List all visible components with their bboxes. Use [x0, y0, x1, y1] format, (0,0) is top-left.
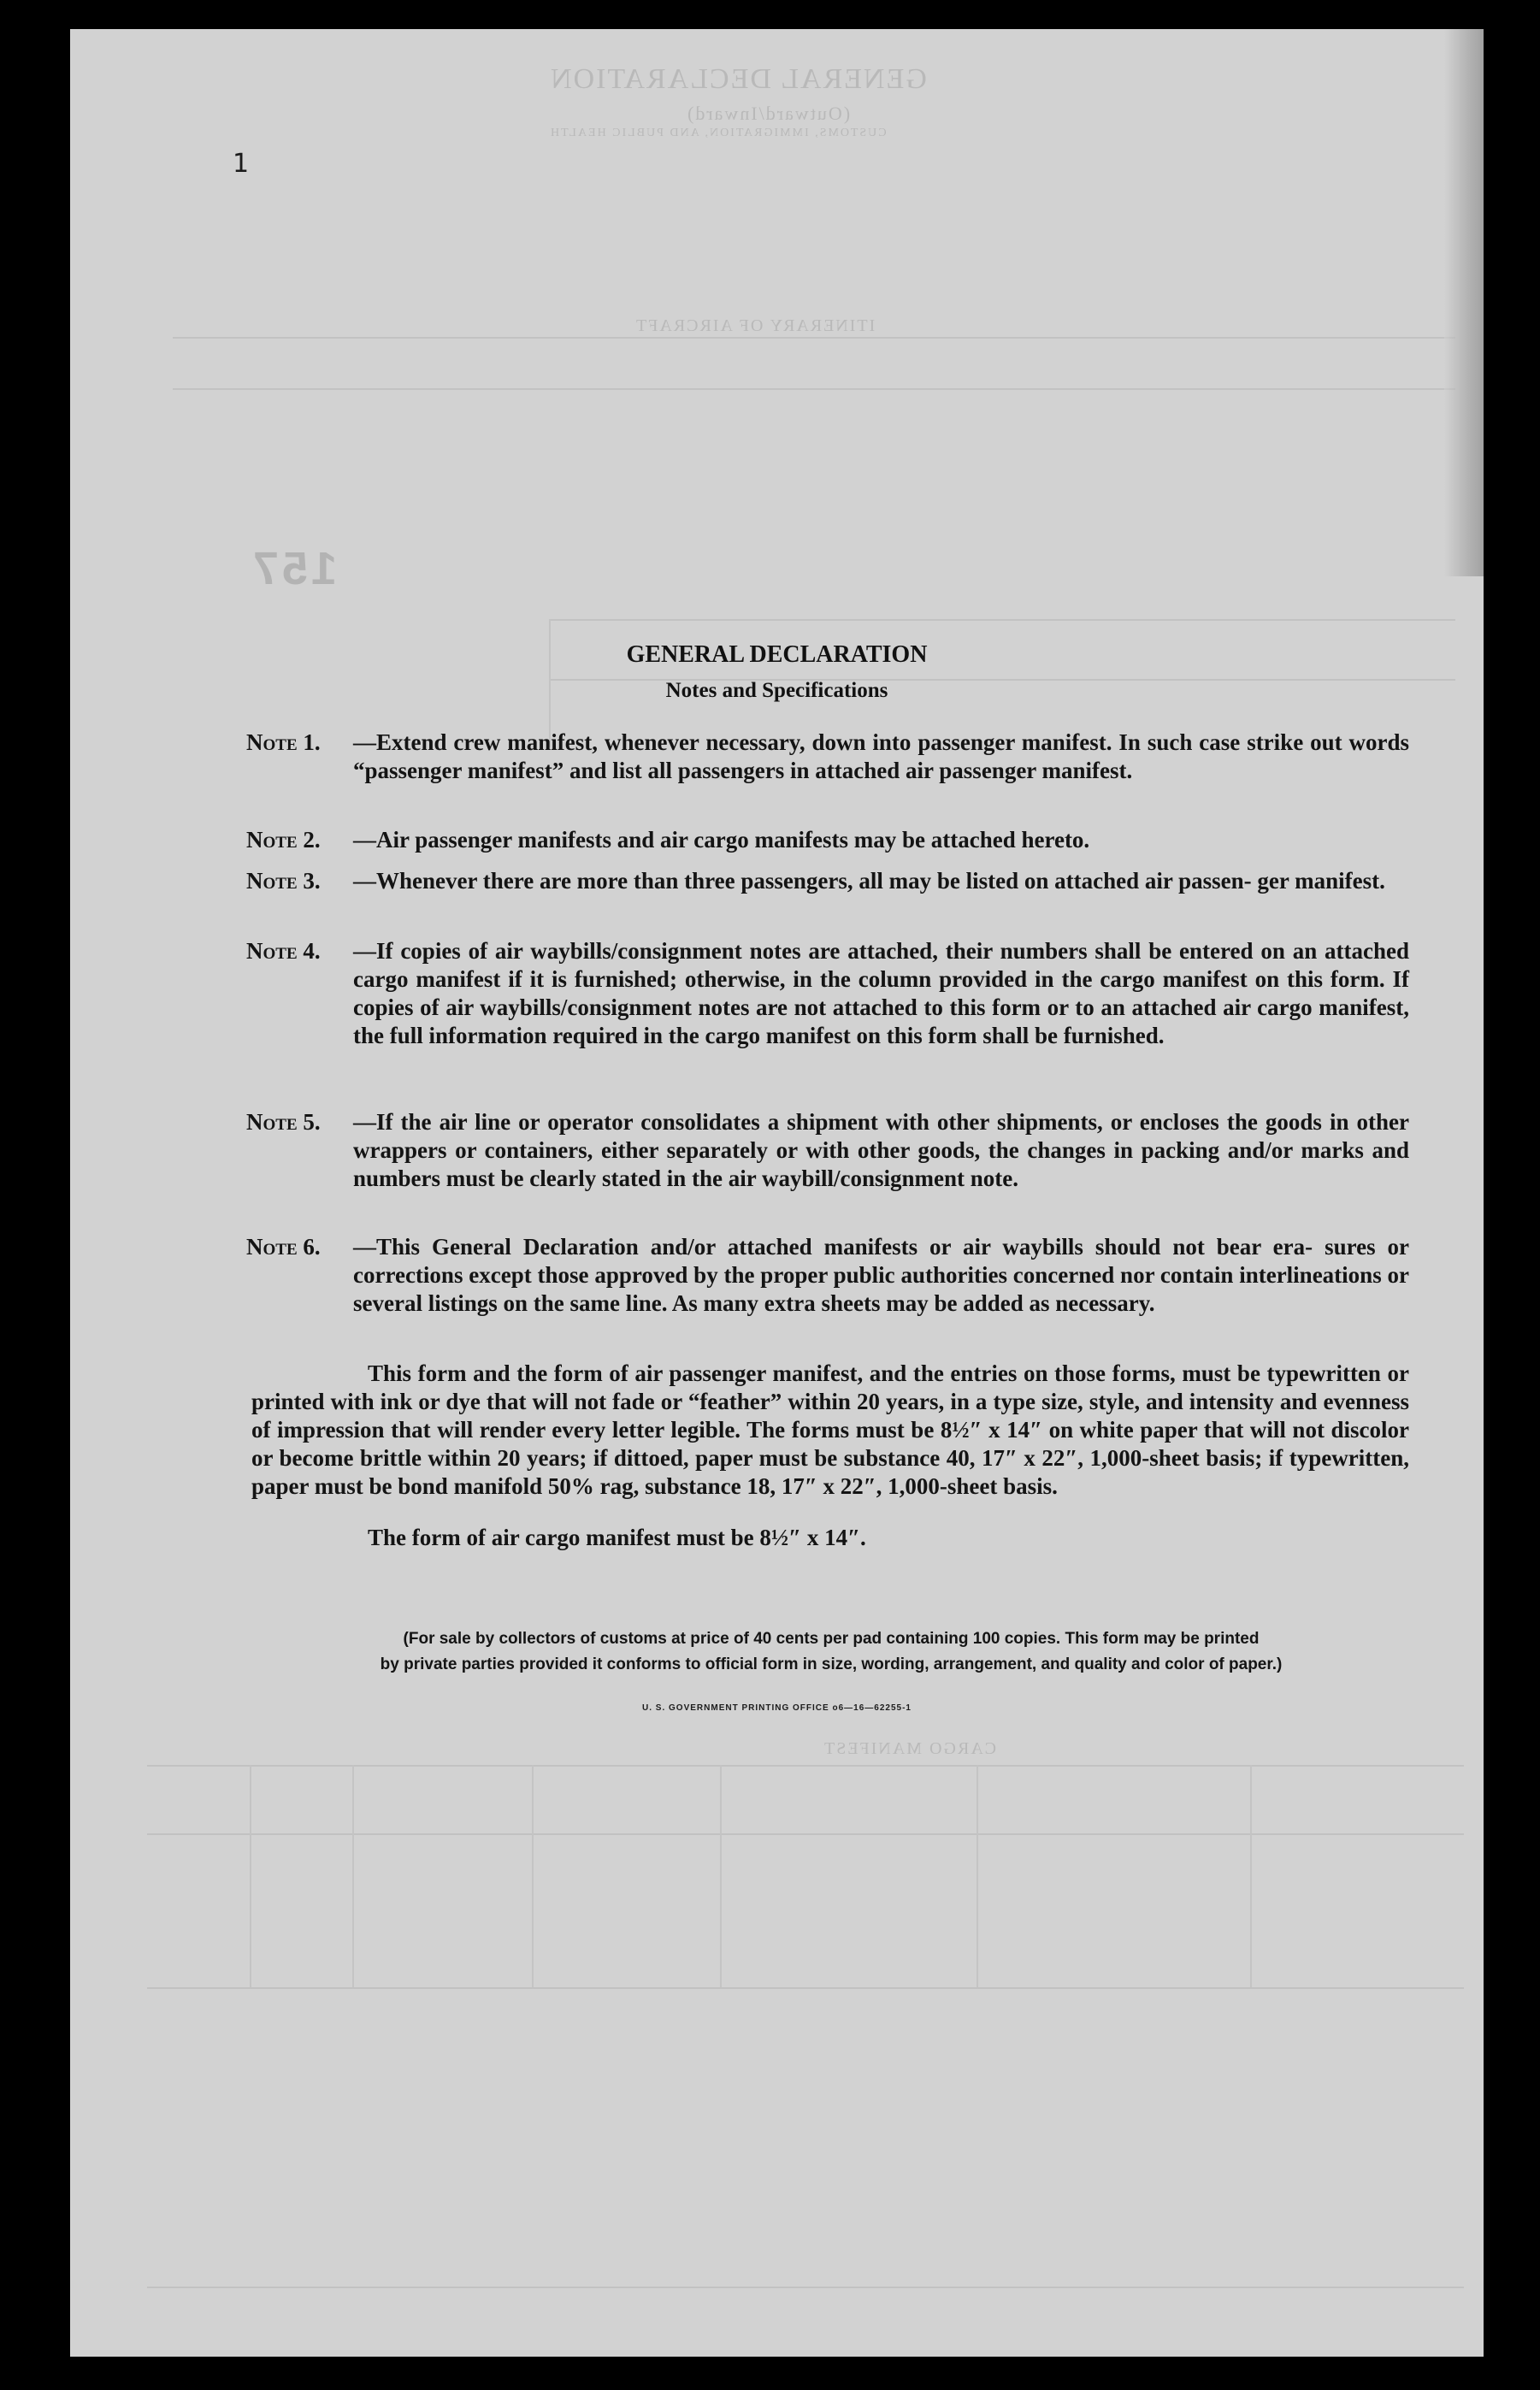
bleed-rule — [549, 619, 1455, 621]
note-first-line: —Whenever there are more than three passengers, all may be listed on attached air passen- — [353, 868, 1252, 894]
note-first-line: —If copies of air waybills/consignment notes are attached, their numbers shall be entered — [353, 938, 1254, 964]
note-text — [353, 937, 1409, 1050]
cargo-manifest-size-line: The form of air cargo manifest must be 8½″ x 14″. — [368, 1525, 866, 1550]
note-first-line: —This General Declaration and/or attached manifests or air waybills should not bear era- — [353, 1234, 1313, 1260]
bleed-through-itinerary: ITINERARY OF AIRCRAFT — [634, 316, 876, 335]
note-label: Note 5. — [246, 1109, 321, 1135]
paper-specification-paragraph: This form and the form of air passenger manifest, and the entries on those forms, must be typewritten or printed with ink or dye that will not fade or “feather” within 20 years, in a type size, style, and intensity and evenness of impression that will render every letter legible. The forms must be 8½″ x 14″ on white paper that will not discolor or become brittle within 20 years; if dittoed, paper must be substance 40, 17″ x 22″, 1,000-sheet basis; if typewritten, paper must be bond manifold 50% rag, substance 18, 17″ x 22″, 1,000-sheet basis. — [251, 1360, 1409, 1499]
bleed-rule — [173, 337, 1455, 339]
sale-notice-line-1: (For sale by collectors of customs at price of 40 cents per pad containing 100 copies. This form may be printed — [403, 1630, 1260, 1648]
bleed-vrule — [720, 1765, 722, 1987]
bleed-vrule — [1250, 1765, 1252, 1987]
note-6 — [246, 1233, 1409, 1361]
bleed-vrule — [250, 1765, 251, 1987]
bleed-through-agency: CUSTOMS, IMMIGRATION, AND PUBLIC HEALTH — [549, 127, 887, 139]
note-first-line: —Extend crew manifest, whenever necessary, down into passenger manifest. In such case — [353, 729, 1241, 755]
sale-notice-line-2: by private parties provided it conforms to official form in size, wording, arrangement, and quality and color of paper.) — [380, 1655, 1283, 1673]
bleed-through-cargo: CARGO MANIFEST — [823, 1739, 997, 1758]
bleed-vrule — [532, 1765, 534, 1987]
note-rest: ger manifest. — [1257, 868, 1385, 894]
note-2 — [246, 826, 1409, 860]
note-first-line: —If the air line or operator consolidates a shipment with other shipments, or encloses the — [353, 1109, 1258, 1135]
note-first-line: —Air passenger manifests and air cargo manifests may be attached hereto. — [353, 827, 1090, 853]
bleed-vrule — [977, 1765, 978, 1987]
note-text — [353, 826, 1409, 854]
note-rest: sures or corrections except those approved by the proper public authorities concerned nor contain interlineations or several listings on the same line. As many extra sheets may be added as necessary. — [353, 1234, 1410, 1316]
stamp-number: 157 — [250, 543, 338, 594]
bleed-rule — [147, 2287, 1464, 2288]
note-rest: strike out words “passenger manifest” and list all passengers in attached air passenger manifest. — [353, 729, 1410, 783]
note-4 — [246, 937, 1409, 1100]
note-label: Note 6. — [246, 1234, 321, 1260]
bleed-through-header: GENERAL DECLARATION — [549, 63, 927, 95]
note-label: Note 3. — [246, 868, 321, 894]
bleed-vrule — [352, 1765, 354, 1987]
note-label: Note 4. — [246, 938, 321, 964]
note-rest: on an attached cargo manifest if it is furnished; otherwise, in the column provided in the cargo manifest on this form. If copies of air waybills/consignment notes are not attached to this form or to an attached air cargo manifest, the full information required in the cargo manifest on this form shall be furnished. — [353, 938, 1410, 1048]
bleed-rule — [147, 1765, 1464, 1767]
note-rest: goods in other wrappers or containers, either separately or with other goods, the changes in packing and/or marks and numbers must be clearly stated in the air waybill/consignment note. — [353, 1109, 1409, 1191]
note-text — [353, 1233, 1409, 1318]
note-text — [353, 729, 1409, 785]
note-text — [353, 867, 1409, 895]
document-page — [70, 29, 1484, 2357]
bleed-through-subheader: (Outward/Inward) — [686, 103, 851, 124]
note-3 — [246, 867, 1409, 927]
bleed-rule — [147, 1833, 1464, 1835]
page-number-mark: 1 — [233, 149, 250, 179]
printing-office-imprint: U. S. GOVERNMENT PRINTING OFFICE o6—16—62255-1 — [642, 1703, 912, 1713]
note-text — [353, 1108, 1409, 1193]
note-label: Note 1. — [246, 729, 321, 755]
note-1 — [246, 729, 1409, 831]
bleed-rule — [173, 388, 1455, 390]
scan-edge-shadow — [1444, 29, 1484, 576]
note-5 — [246, 1108, 1409, 1236]
page-title: GENERAL DECLARATION — [626, 641, 928, 668]
bleed-rule — [147, 1987, 1464, 1989]
note-label: Note 2. — [246, 827, 321, 853]
page-subtitle: Notes and Specifications — [665, 679, 888, 702]
